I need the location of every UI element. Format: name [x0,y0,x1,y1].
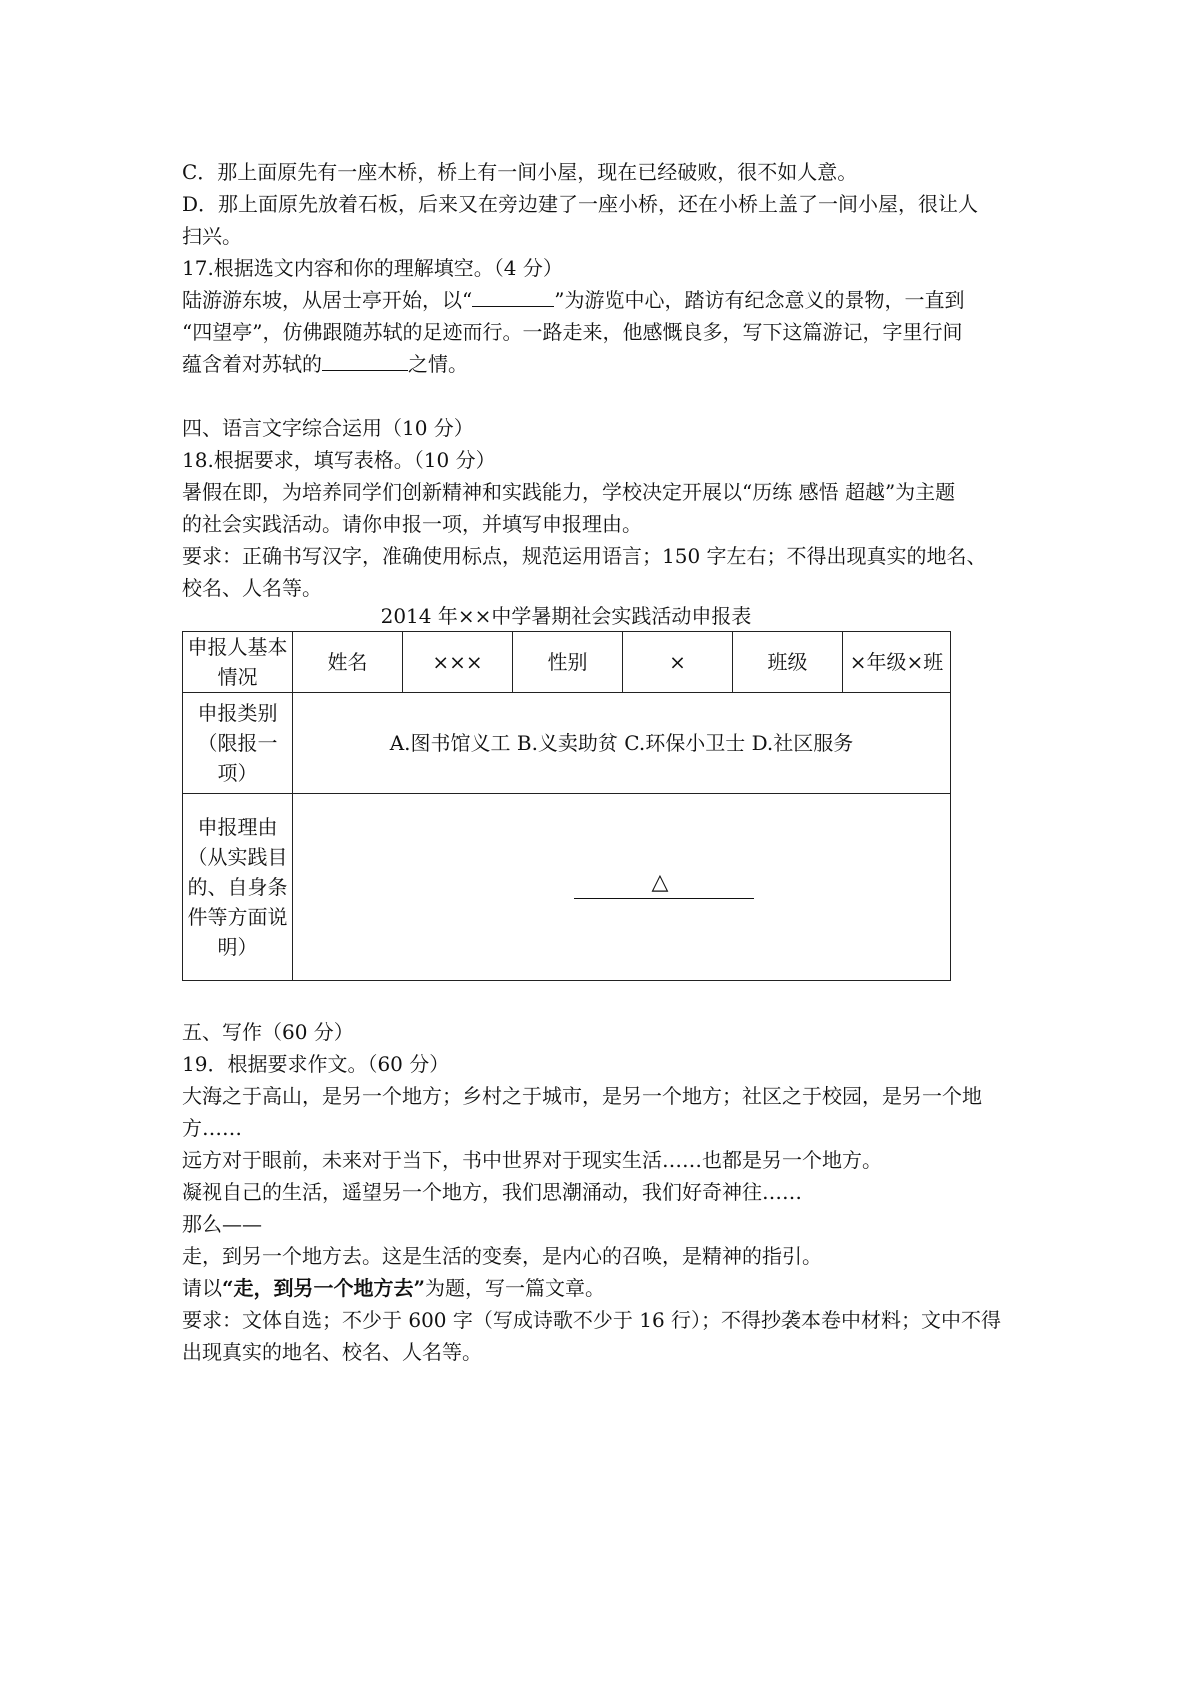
reason-answer-cell[interactable] [293,794,951,981]
section-5-title: 五、写作（60 分） [182,1020,354,1044]
option-c: C．那上面原先有一座木桥，桥上有一间小屋，现在已经破败，很不如人意。 [182,160,858,184]
q18-para-line-1: 暑假在即，为培养同学们创新精神和实践能力，学校决定开展以“历练 感悟 超越”为主题 [182,480,956,504]
category-label: 申报类别（限报一项） [183,693,293,794]
q19-para-line-3: 远方对于眼前，未来对于当下，书中世界对于现实生活……也都是另一个地方。 [182,1148,882,1172]
q18-requirement-line-2: 校名、人名等。 [182,576,322,600]
essay-title: “走，到另一个地方去” [222,1276,426,1300]
q18-para-line-2: 的社会实践活动。请你申报一项，并填写申报理由。 [182,512,642,536]
reason-answer-line [574,898,754,899]
section-4-title: 四、语言文字综合运用（10 分） [182,416,474,440]
q19-requirement-line-1: 要求：文体自选；不少于 600 字（写成诗歌不少于 16 行）；不得抄袭本卷中材料；文中不得 [182,1308,1002,1332]
question-19-title: 19．根据要求作文。（60 分） [182,1052,450,1076]
gender-value[interactable]: × [623,632,733,693]
reason-label: 申报理由（从实践目的、自身条件等方面说明） [183,794,293,981]
table-row-category [183,693,951,794]
class-value[interactable]: ×年级×班 [843,632,951,693]
question-17-line-2: “四望亭”，仿佛跟随苏轼的足迹而行。一路走来，他感慨良多，写下这篇游记，字里行间 [182,320,963,344]
option-d-line-1: D．那上面原先放着石板，后来又在旁边建了一座小桥，还在小桥上盖了一间小屋，很让人 [182,192,979,216]
q17-blank-2[interactable] [322,350,408,371]
basic-info-label: 申报人基本情况 [183,632,293,693]
gender-label: 性别 [513,632,623,693]
table-row-reason [183,794,951,981]
q17-blank-1[interactable] [472,286,554,307]
table-row-basic-info [183,632,951,693]
application-form-table [182,631,951,981]
q17-text-b: ”为游览中心，踏访有纪念意义的景物，一直到 [554,288,965,312]
question-17-title: 17.根据选文内容和你的理解填空。（4 分） [182,256,563,280]
triangle-mark: △ [651,870,669,895]
option-d-line-2: 扫兴。 [182,224,242,248]
q18-requirement-line-1: 要求：正确书写汉字，准确使用标点，规范运用语言；150 字左右；不得出现真实的地名、 [182,544,987,568]
q19-prompt-line [182,1273,1032,1303]
category-options[interactable]: A.图书馆义工 B.义卖助贫 C.环保小卫士 D.社区服务 [293,693,951,794]
question-17-line-3 [182,349,1032,379]
table-caption: 2014 年××中学暑期社会实践活动申报表 [380,604,752,628]
q19-requirement-line-2: 出现真实的地名、校名、人名等。 [182,1340,482,1364]
class-label: 班级 [733,632,843,693]
q17-text-a: 陆游游东坡，从居士亭开始，以“ [182,288,473,312]
prompt-text-b: 为题，写一篇文章。 [425,1276,606,1300]
q17-text-c: 蕴含着对苏轼的 [182,352,322,376]
question-18-title: 18.根据要求，填写表格。（10 分） [182,448,496,472]
question-17-line-1 [182,285,1032,315]
q19-para-line-6: 走，到另一个地方去。这是生活的变奏，是内心的召唤，是精神的指引。 [182,1244,822,1268]
name-value[interactable]: ××× [403,632,513,693]
q19-para-line-2: 方…… [182,1116,242,1140]
q19-para-line-4: 凝视自己的生活，遥望另一个地方，我们思潮涌动，我们好奇神往…… [182,1180,802,1204]
q19-para-line-5: 那么—— [182,1212,262,1236]
q17-text-d: 之情。 [408,352,468,376]
q19-para-line-1: 大海之于高山，是另一个地方；乡村之于城市，是另一个地方；社区之于校园，是另一个地 [182,1084,982,1108]
name-label: 姓名 [293,632,403,693]
prompt-text-a: 请以 [182,1276,222,1300]
